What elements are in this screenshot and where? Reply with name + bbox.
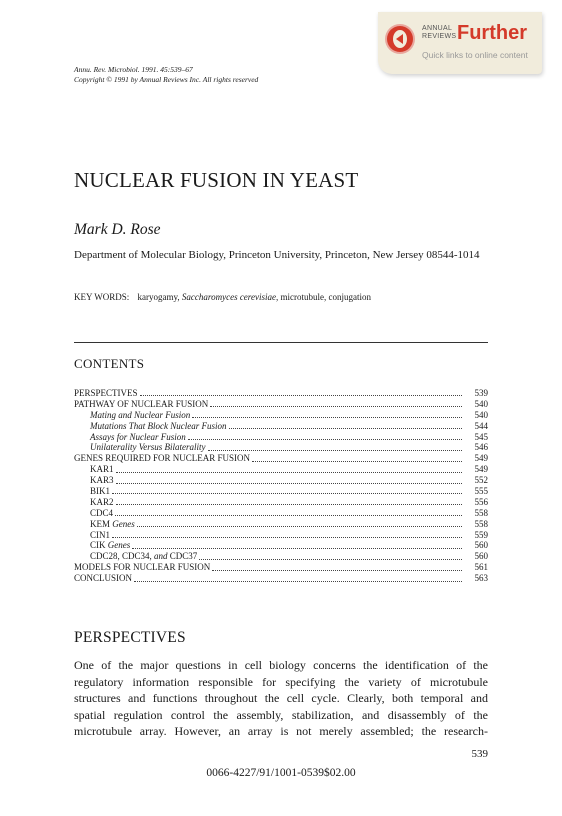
toc-label-italic: Genes	[112, 518, 135, 529]
toc-label: MODELS FOR NUCLEAR FUSION	[74, 562, 211, 573]
citation	[74, 65, 258, 85]
toc-page: 560	[474, 540, 488, 551]
toc-label	[90, 519, 135, 530]
toc-leader-dots	[252, 454, 462, 462]
toc-page: 549	[474, 464, 488, 475]
toc-row[interactable]	[74, 399, 488, 410]
toc-page: 546	[474, 442, 488, 453]
toc-row[interactable]	[74, 453, 488, 464]
toc-label: PERSPECTIVES	[74, 388, 138, 398]
toc-page: 545	[474, 431, 488, 442]
keywords-part2: microtubule, conjugation	[280, 292, 371, 302]
toc-leader-dots	[140, 388, 462, 396]
toc-row[interactable]	[74, 497, 488, 508]
toc-leader-dots	[112, 486, 462, 494]
table-of-contents	[74, 388, 488, 584]
toc-row[interactable]	[74, 475, 488, 486]
keywords-part1: karyogamy,	[137, 292, 180, 302]
citation-line1: Annu. Rev. Microbiol. 1991. 45:539–67	[74, 65, 193, 74]
toc-label: CIN1	[90, 529, 110, 540]
toc-page: 558	[474, 507, 488, 518]
toc-row[interactable]	[74, 421, 488, 432]
toc-label-gene: KEM	[90, 518, 110, 529]
toc-label-gene: CIK	[90, 540, 106, 551]
toc-page: 540	[474, 398, 488, 409]
page-number: 539	[471, 748, 488, 760]
toc-page: 561	[474, 562, 488, 573]
contents-rule	[74, 342, 488, 343]
author-name: Mark D. Rose	[74, 221, 161, 238]
toc-leader-dots	[116, 497, 462, 505]
toc-label-gene: CDC28, CDC34,	[90, 551, 152, 562]
badge-annual-reviews	[422, 25, 456, 41]
toc-label: BIK1	[90, 486, 110, 497]
toc-row[interactable]	[74, 388, 488, 399]
toc-leader-dots	[137, 519, 462, 527]
body-line: microtubule array. However, an array is not merely assembled; the research-	[74, 724, 488, 739]
toc-row[interactable]	[74, 573, 488, 584]
toc-label: Mutations That Block Nuclear Fusion	[90, 420, 227, 431]
toc-label	[90, 540, 130, 551]
toc-label: CDC4	[90, 507, 114, 518]
toc-leader-dots	[229, 421, 463, 429]
article-title: NUCLEAR FUSION IN YEAST	[74, 168, 359, 192]
badge-annual-line1: ANNUAL	[422, 25, 453, 32]
body-line: One of the major questions in cell biology concerns the identification of the	[74, 658, 488, 672]
body-paragraph	[74, 657, 488, 740]
author-affiliation: Department of Molecular Biology, Princeton University, Princeton, New Jersey 08544-1014	[74, 249, 480, 261]
toc-row[interactable]	[74, 410, 488, 421]
body-line: spatial regulation control the assembly, stabilization, and disassembly of the	[74, 707, 488, 722]
toc-leader-dots	[210, 399, 462, 407]
toc-row[interactable]	[74, 551, 488, 562]
toc-leader-dots	[212, 563, 462, 571]
toc-label: Unilaterality Versus Bilaterality	[90, 442, 206, 453]
keywords	[74, 292, 371, 302]
toc-page: 556	[474, 496, 488, 507]
keywords-label: KEY WORDS:	[74, 292, 130, 302]
footer-code: 0066-4227/91/1001-0539$02.00	[206, 767, 356, 779]
toc-row[interactable]	[74, 486, 488, 497]
toc-label: GENES REQUIRED FOR NUCLEAR FUSION	[74, 453, 251, 464]
toc-page: 544	[474, 420, 488, 431]
toc-leader-dots	[192, 410, 462, 418]
toc-leader-dots	[112, 530, 462, 538]
toc-label: Mating and Nuclear Fusion	[90, 409, 191, 420]
toc-label: CONCLUSION	[74, 573, 133, 584]
toc-page: 552	[474, 475, 488, 486]
toc-leader-dots	[188, 432, 462, 440]
further-logo-icon	[387, 26, 413, 52]
toc-label	[90, 551, 197, 562]
badge-quick-links-text: Quick links to online content	[422, 50, 528, 60]
toc-row[interactable]	[74, 508, 488, 519]
toc-label: KAR1	[90, 464, 114, 475]
toc-page: 540	[474, 409, 488, 420]
badge-further-text: Further	[457, 22, 527, 44]
toc-page: 560	[474, 551, 488, 562]
toc-page: 563	[474, 573, 488, 584]
toc-row[interactable]	[74, 432, 488, 443]
toc-leader-dots	[208, 443, 463, 451]
toc-leader-dots	[116, 476, 462, 484]
toc-leader-dots	[132, 541, 462, 549]
toc-page: 555	[474, 486, 488, 497]
body-line: structures and functions throughout the cell cycle. Clearly, both temporal and	[74, 691, 488, 706]
toc-row[interactable]	[74, 540, 488, 551]
toc-leader-dots	[199, 552, 462, 560]
toc-row[interactable]	[74, 442, 488, 453]
section-heading: PERSPECTIVES	[74, 629, 186, 646]
toc-row[interactable]	[74, 562, 488, 573]
toc-row[interactable]	[74, 530, 488, 541]
toc-label: PATHWAY OF NUCLEAR FUSION	[74, 398, 209, 409]
toc-page: 559	[474, 529, 488, 540]
keywords-italic: Saccharomyces cerevisiae,	[181, 292, 279, 302]
toc-label: KAR3	[90, 475, 114, 486]
toc-page: 558	[474, 518, 488, 529]
toc-label: KAR2	[90, 496, 114, 507]
badge-annual-line2: REVIEWS	[422, 33, 457, 40]
contents-heading: CONTENTS	[74, 356, 145, 371]
toc-row[interactable]	[74, 519, 488, 530]
toc-label-italic: Genes	[107, 540, 131, 551]
toc-label-italic: and	[154, 551, 168, 562]
toc-leader-dots	[134, 574, 462, 582]
toc-label: Assays for Nuclear Fusion	[90, 431, 186, 442]
body-line: regulatory information responsible for specifying the variety of microtubule	[74, 674, 488, 689]
toc-leader-dots	[115, 508, 462, 516]
citation-line2: Copyright © 1991 by Annual Reviews Inc. All rights reserved	[74, 75, 259, 84]
further-badge[interactable]	[378, 12, 542, 74]
toc-label-gene-after: CDC37	[169, 551, 198, 562]
toc-row[interactable]	[74, 464, 488, 475]
toc-page: 539	[474, 388, 488, 398]
toc-page: 549	[474, 453, 488, 464]
toc-leader-dots	[116, 465, 462, 473]
